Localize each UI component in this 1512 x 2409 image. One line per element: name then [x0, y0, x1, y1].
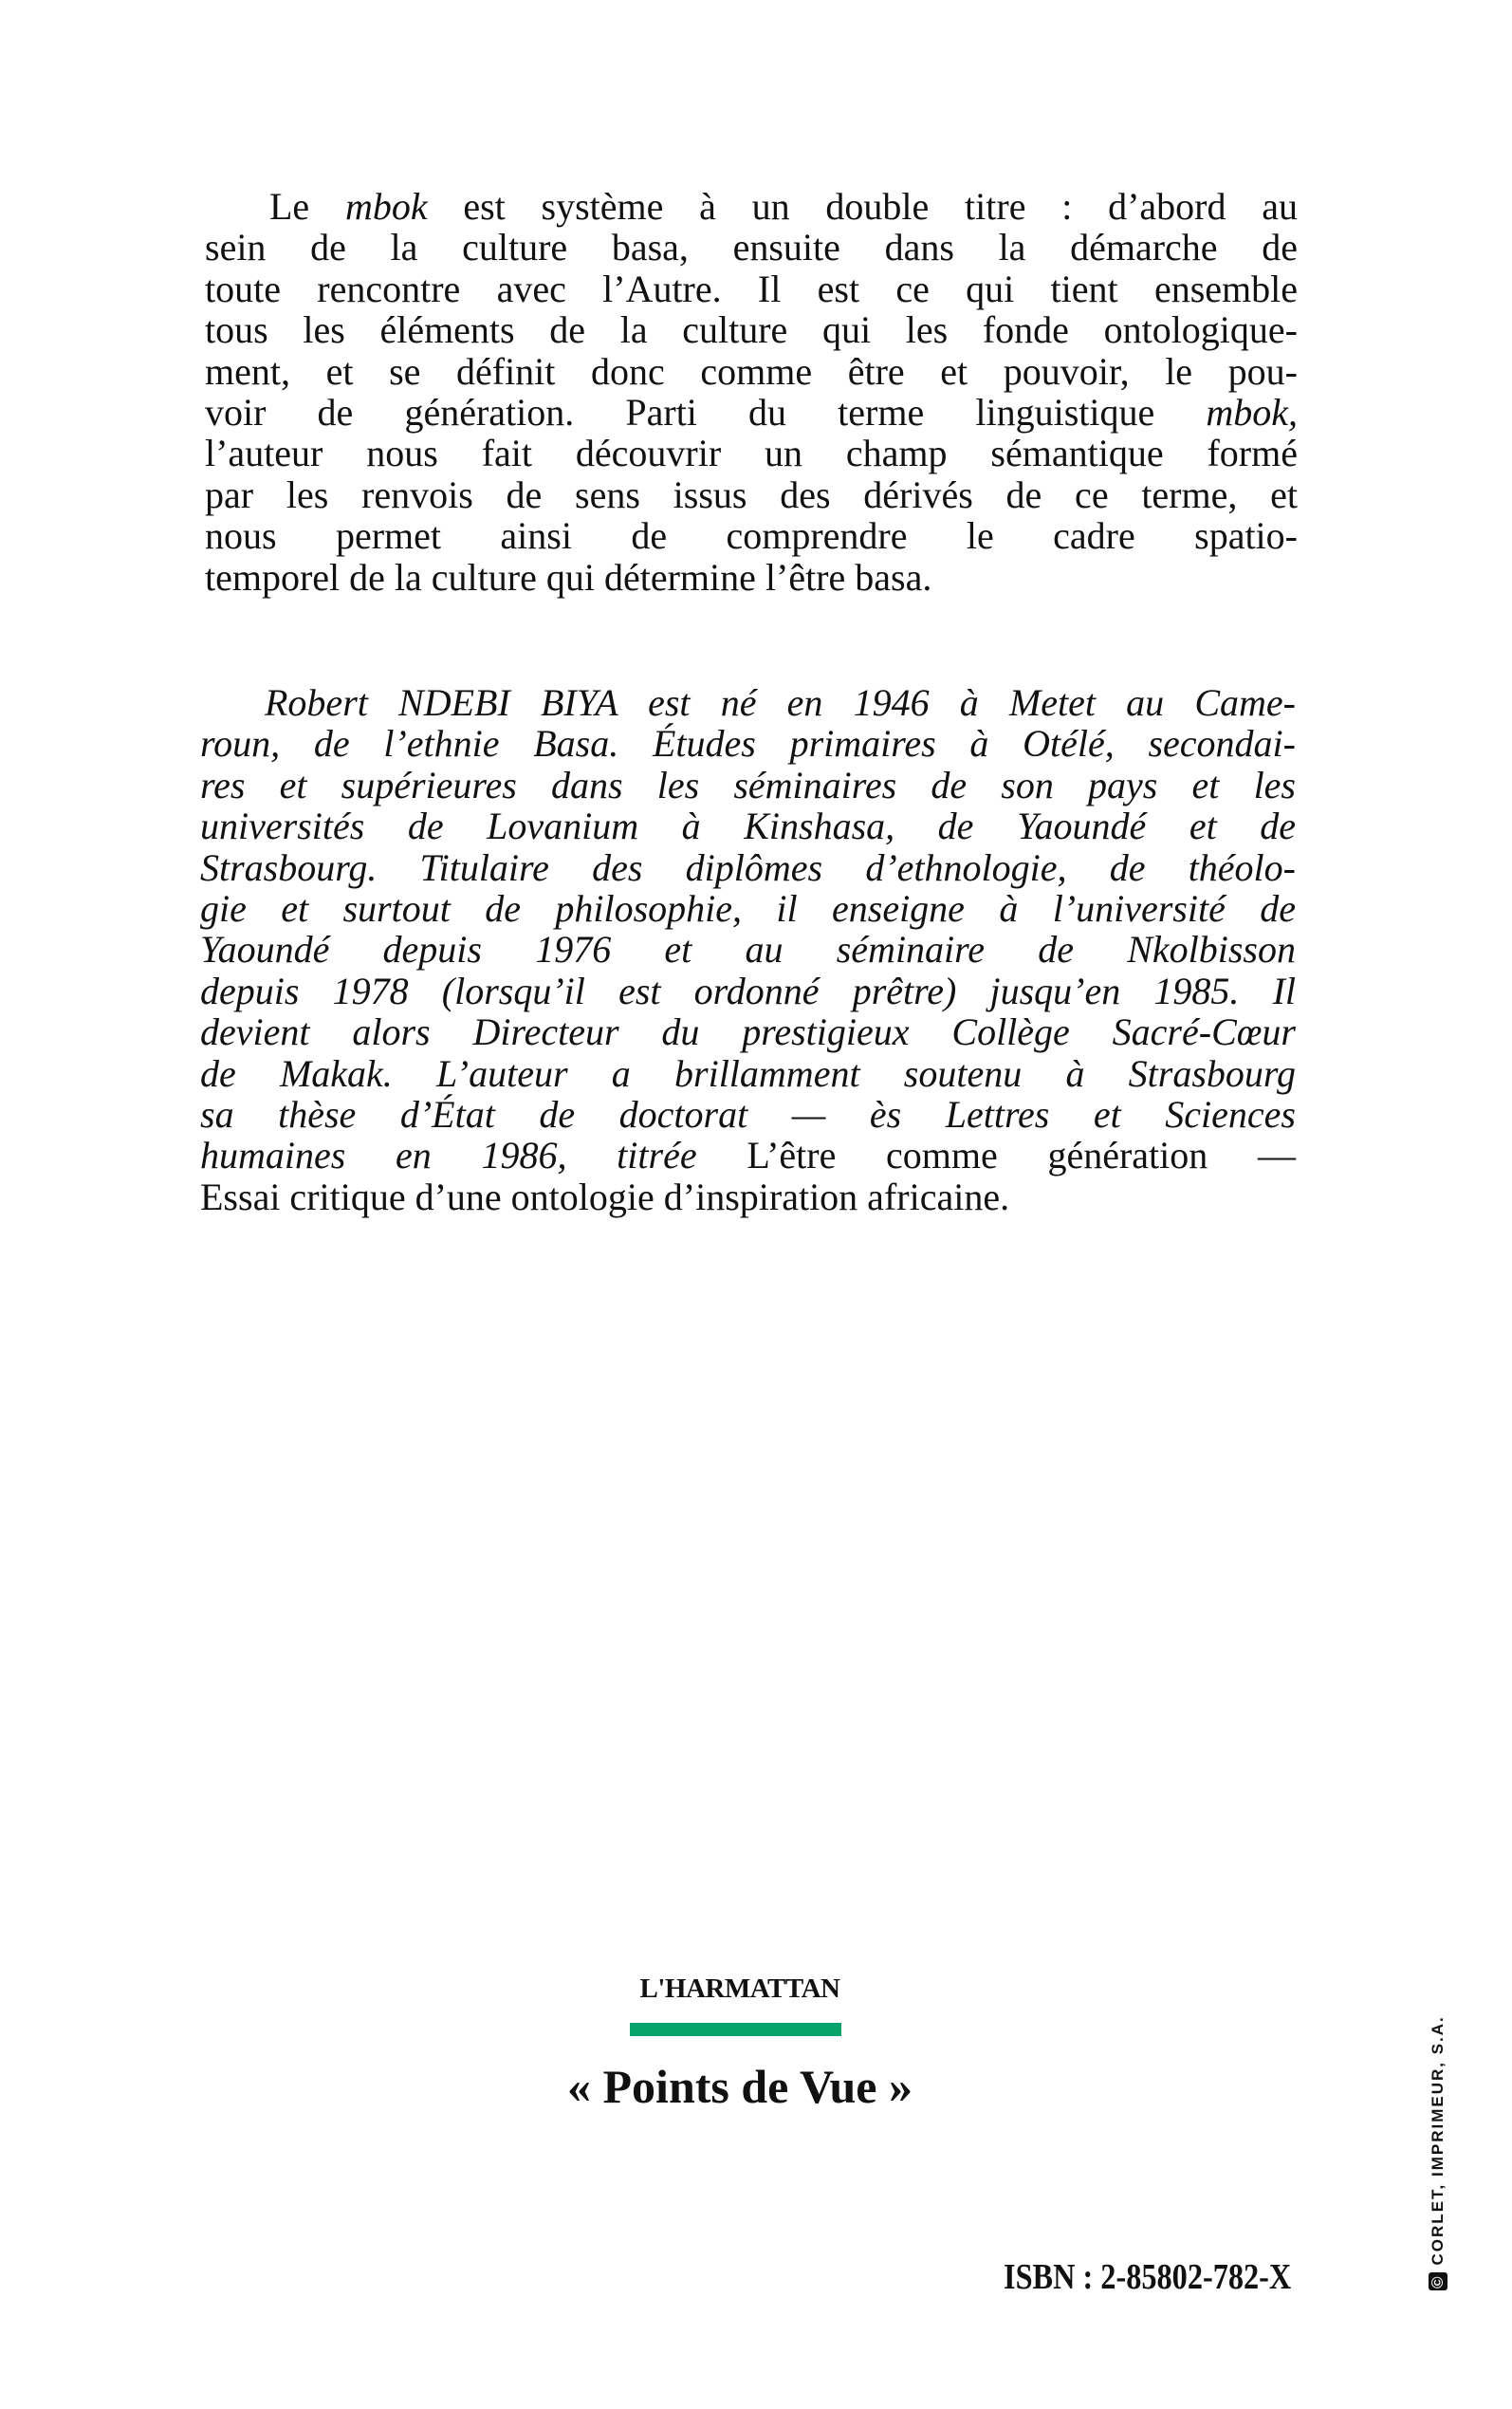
text-line: [200, 1011, 1296, 1052]
text-segment: res et supérieures dans les séminaires de son pays et les: [200, 763, 1296, 806]
accent-bar: [630, 2023, 841, 2036]
text-line: [200, 1053, 1296, 1094]
text-segment: devient alors Directeur du prestigieux Collège Sacré-Cœur: [200, 1010, 1296, 1054]
text-line: [205, 351, 1298, 392]
text-line: [205, 227, 1298, 268]
text-line: [200, 806, 1296, 846]
copyright-icon: ©: [1429, 2274, 1447, 2289]
text-line: [205, 186, 1298, 227]
text-line: [200, 929, 1296, 970]
text-segment: depuis 1978 (lorsqu’il est ordonné prêtre) jusqu’en 1985. Il: [200, 969, 1296, 1012]
text-line: [205, 557, 1298, 598]
text-line: [200, 1135, 1296, 1176]
text-segment: sein de la culture basa, ensuite dans la démarche de: [205, 226, 1298, 269]
text-line: [200, 1094, 1296, 1135]
text-segment: sa thèse d’État de doctorat — ès Lettres et Sciences: [200, 1092, 1296, 1136]
text-segment: humaines en 1986, titrée: [200, 1134, 747, 1177]
text-line: [200, 765, 1296, 806]
blurb-paragraph: [205, 186, 1298, 598]
text-segment: l’auteur nous fait découvrir un champ sémantique formé: [205, 432, 1298, 475]
text-segment: est système à un double titre : d’abord au: [427, 185, 1298, 228]
printer-credit: [1429, 2015, 1447, 2290]
author-bio-paragraph: [200, 682, 1296, 1217]
publisher-name: L'HARMATTAN: [639, 1974, 840, 2004]
text-line: [200, 723, 1296, 764]
text-segment: de Makak. L’auteur a brillamment soutenu à Strasbourg: [200, 1051, 1296, 1095]
text-line: [200, 847, 1296, 888]
text-line: [205, 474, 1298, 515]
text-segment: temporel de la culture qui détermine l’être basa.: [205, 555, 932, 599]
text-segment: Essai critique d’une ontologie d’inspiration africaine.: [200, 1175, 1010, 1218]
text-segment: voir de génération. Parti du terme linguistique: [205, 390, 1207, 434]
text-segment: Strasbourg. Titulaire des diplômes d’ethnologie, de théolo-: [200, 845, 1296, 889]
printer-credit-text: CORLET, IMPRIMEUR, S.A.: [1429, 2015, 1447, 2266]
text-segment: tous les éléments de la culture qui les fonde ontologique-: [205, 308, 1298, 352]
text-segment: Le: [269, 185, 345, 228]
isbn: ISBN : 2-85802-782-X: [1004, 2257, 1292, 2297]
text-line: [200, 888, 1296, 929]
text-line: [205, 433, 1298, 473]
series-title: « Points de Vue »: [567, 2060, 913, 2113]
text-segment: Robert NDEBI BIYA est né en 1946 à Metet au Came-: [265, 681, 1296, 724]
text-line: [200, 1177, 1296, 1217]
text-line: [205, 269, 1298, 309]
text-line: [205, 515, 1298, 556]
text-line: [200, 682, 1296, 723]
text-segment: Yaoundé depuis 1976 et au séminaire de Nkolbisson: [200, 928, 1296, 972]
text-segment: roun, de l’ethnie Basa. Études primaires à Otélé, secondai-: [200, 722, 1296, 766]
text-segment: nous permet ainsi de comprendre le cadre spatio-: [205, 514, 1298, 558]
text-segment: ment, et se définit donc comme être et pouvoir, le pou-: [205, 349, 1298, 393]
text-segment: toute rencontre avec l’Autre. Il est ce qui tient ensemble: [205, 267, 1298, 310]
text-segment: par les renvois de sens issus des dérivés de ce terme, et: [205, 473, 1298, 516]
text-segment: universités de Lovanium à Kinshasa, de Yaoundé et de: [200, 805, 1296, 848]
text-segment: L’être comme génération —: [747, 1134, 1296, 1177]
text-line: [205, 392, 1298, 433]
text-line: [200, 971, 1296, 1011]
text-line: [205, 309, 1298, 350]
text-segment: gie et surtout de philosophie, il enseigne à l’université de: [200, 886, 1296, 930]
text-segment: mbok,: [1206, 390, 1298, 434]
text-segment: mbok: [344, 185, 428, 228]
